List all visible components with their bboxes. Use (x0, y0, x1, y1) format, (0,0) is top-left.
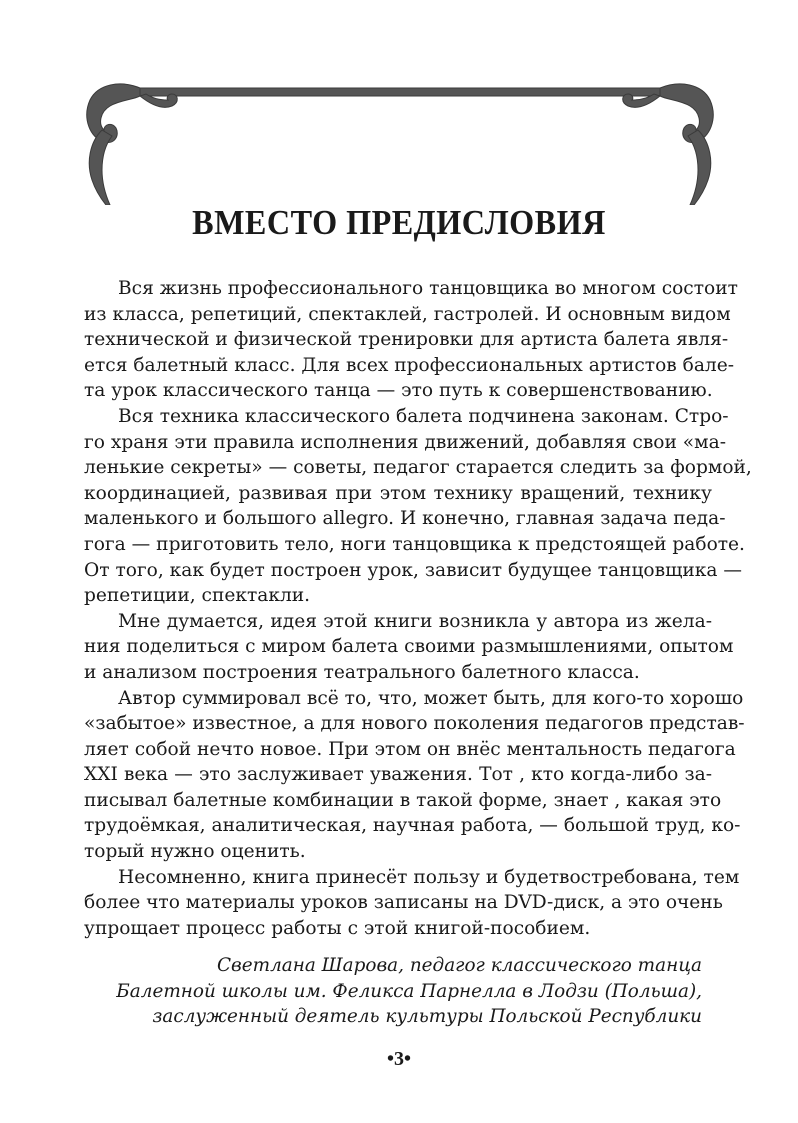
page-title: ВМЕСТО ПРЕДИСЛОВИЯ (192, 203, 606, 242)
text-line: Вся техника классического балета подчинена законам. Стро- (118, 405, 729, 427)
text-line: Автор суммировал всё то, что, может быть, для кого-то хорошо (118, 687, 744, 709)
decorative-frame-ornament (80, 70, 720, 205)
text-line: ленькие секреты» — советы, педагог старается следить за формой, (84, 457, 752, 479)
text-line: ется балетный класс. Для всех профессиональных артистов бале- (84, 354, 735, 376)
signature-author: Светлана Шарова, педагог классического танца (216, 955, 702, 976)
text-line: «забытое» известное, а для нового поколения педагогов представ- (84, 713, 745, 735)
text-line: Вся жизнь профессионального танцовщика во многом состоит (118, 278, 738, 299)
text-line: технической и физической тренировки для артиста балета явля- (84, 329, 729, 351)
text-line: и анализом построения театрального балетного класса. (84, 661, 640, 683)
text-line: из класса, репетиций, спектаклей, гастролей. И основным видом (84, 303, 731, 325)
text-line: ляет собой нечто новое. При этом он внёс ментальность педагога (84, 738, 736, 760)
signature-affiliation: Балетной школы им. Феликса Парнелла в Лодзи (Польша), (116, 980, 702, 1002)
signature-block (102, 953, 702, 1030)
text-line: XXI века — это заслуживает уважения. Тот , кто когда-либо за- (84, 764, 712, 786)
text-line: репетиции, спектакли. (84, 585, 311, 607)
text-line: та урок классического танца — это путь к совершенствованию. (84, 380, 713, 402)
text-line: более что материалы уроков записаны на DVD-диск, а это очень (84, 892, 723, 914)
text-line: упрощает процесс работы с этой книгой-пособием. (84, 917, 591, 939)
text-line: Мне думается, идея этой книги возникла у автора из жела- (118, 610, 712, 632)
text-line: координацией, развивая при этом технику вращений, технику (84, 482, 712, 504)
text-line: трудоёмкая, аналитическая, научная работа, — большой труд, ко- (84, 815, 741, 837)
text-line: писывал балетные комбинации в такой форме, знает , какая это (84, 789, 722, 811)
signature-title: заслуженный деятель культуры Польской Республики (152, 1006, 702, 1028)
text-line: От того, как будет построен урок, зависит будущее танцовщика — (84, 559, 742, 581)
text-line: маленького и большого allegro. И конечно, главная задача педа- (84, 508, 726, 530)
page-number: •3• (386, 1048, 411, 1070)
text-line: гога — приготовить тело, ноги танцовщика к предстоящей работе. (84, 533, 745, 555)
text-line: ния поделиться с миром балета своими размышлениями, опытом (84, 636, 734, 658)
text-line: Несомненно, книга принесёт пользу и будетвостребована, тем (118, 866, 740, 888)
text-line: торый нужно оценить. (84, 841, 306, 863)
body-text (84, 276, 752, 941)
text-line: го храня эти правила исполнения движений, добавляя свои «ма- (84, 431, 727, 453)
